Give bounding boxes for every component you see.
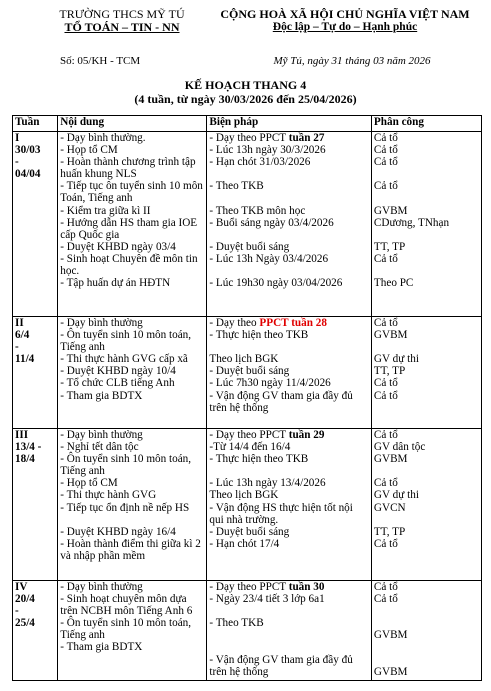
- table-header-row: [13, 116, 482, 132]
- plan-title: [0, 78, 491, 106]
- group-name-text: TỔ TOÁN – TIN - NN: [64, 20, 180, 34]
- week-content: [58, 429, 207, 581]
- week-content: [58, 581, 207, 681]
- content-item: - Duyệt KHBD ngày 16/4: [60, 525, 176, 538]
- spacer: [209, 192, 369, 204]
- table-row-week-2: [13, 317, 482, 429]
- content-item: - Sinh hoạt Chuyên đề môn tin học.: [60, 252, 198, 278]
- assign-item: GVBM: [373, 204, 408, 217]
- assign-item: Cả tổ: [373, 132, 398, 144]
- assign-item: Cả tổ: [373, 593, 398, 606]
- ppct-week: tuần 30: [288, 581, 325, 593]
- week-start: 20/4: [15, 593, 35, 606]
- assign-item: Cả tổ: [373, 429, 398, 441]
- school-name: TRƯỜNG THCS MỸ TÚ: [59, 7, 185, 21]
- week-dash: -: [15, 605, 19, 618]
- assign-item: TT, TP: [373, 525, 406, 538]
- week-label: [13, 581, 58, 681]
- measure-item: [209, 317, 369, 329]
- week-label: [13, 429, 58, 581]
- content-item: - Hoàn thành điểm thi giữa kì 2 và nhập phần mềm: [60, 537, 201, 562]
- spacer: [209, 341, 369, 353]
- content-item: - Tham gia BDTX: [60, 389, 143, 402]
- week-content: [58, 317, 207, 429]
- week-dash: -: [15, 341, 19, 354]
- assign-item: GVBM: [373, 665, 408, 678]
- week-measures: [207, 317, 372, 429]
- content-item: - Tiếp tục ôn tuyển sinh 10 môn Toán, Tiếng anh: [60, 180, 203, 205]
- measure-item: [209, 132, 369, 144]
- spacer: [60, 514, 204, 526]
- measure-item: Theo lịch BGK: [209, 353, 279, 366]
- content-item: - Ôn tuyển sinh 10 môn toán, Tiếng anh: [60, 329, 192, 354]
- content-item: - Tập huấn dự án HĐTN: [60, 277, 171, 290]
- week-measures: [207, 581, 372, 681]
- week-start: 13/4 -: [15, 441, 42, 454]
- week-number: II: [15, 317, 24, 329]
- week-assignment: [371, 429, 481, 581]
- week-number: I: [15, 132, 20, 144]
- measure-item: Theo lịch BGK: [209, 489, 279, 502]
- content-item: - Ôn tuyển sinh 10 môn toán, Tiếng anh: [60, 453, 192, 478]
- assign-item: TT, TP: [373, 365, 406, 378]
- measure-text: - Dạy theo PPCT: [209, 429, 289, 441]
- nation-header: [205, 8, 485, 34]
- nation-name: CỘNG HOÀ XÃ HỘI CHỦ NGHĨA VIỆT NAM: [220, 7, 470, 21]
- content-item: - Dạy bình thường: [60, 581, 143, 593]
- measure-text: - Dạy theo: [209, 317, 260, 329]
- spacer: [374, 192, 479, 204]
- week-number: IV: [15, 581, 28, 593]
- spacer: [374, 229, 479, 241]
- content-item: - Hướng dẫn HS tham gia IOE cấp Quốc gia: [60, 216, 198, 241]
- table-row-week-4: [13, 581, 482, 681]
- header-assignment: Phân công: [371, 116, 481, 132]
- measure-item: - Lúc 13h Ngày 03/4/2026: [209, 252, 329, 265]
- measure-item: - Theo TKB môn học: [209, 204, 306, 217]
- spacer: [374, 617, 479, 629]
- assign-item: GVBM: [373, 329, 408, 342]
- spacer: [209, 229, 369, 241]
- spacer: [374, 605, 479, 617]
- measure-item: - Buổi sáng ngày 03/4/2026: [209, 216, 334, 229]
- table-row-week-3: [13, 429, 482, 581]
- content-item: - Duyệt KHBD ngày 03/4: [60, 240, 176, 253]
- assign-item: GV dự thi: [373, 353, 419, 366]
- measure-item: - Vận động GV tham gia đầy đủ trên hệ thống: [209, 653, 353, 678]
- week-label: [13, 132, 58, 317]
- week-end: 11/4: [15, 353, 35, 366]
- content-item: - Thi thực hành GVG cấp xã: [60, 353, 188, 366]
- measure-item: - Vận động HS thực hiện tốt nội qui nhà trường.: [209, 501, 353, 526]
- measure-item: - Thực hiện theo TKB: [209, 453, 309, 466]
- week-label: [13, 317, 58, 429]
- ppct-week: tuần 27: [288, 132, 325, 144]
- week-measures: [207, 132, 372, 317]
- assign-item: Theo PC: [373, 277, 414, 290]
- table-row-week-1: [13, 132, 482, 317]
- week-end: 18/4: [15, 453, 35, 466]
- assign-item: GV dân tộc: [373, 441, 426, 454]
- header-content: Nội dung: [58, 116, 207, 132]
- assign-item: Cả tổ: [373, 477, 398, 490]
- content-item: - Dạy bình thường: [60, 429, 143, 441]
- assign-item: Cả tổ: [373, 389, 398, 402]
- content-item: - Hoàn thành chương trình tập huấn khung NLS: [60, 156, 196, 181]
- content-item: - Thi thực hành GVG: [60, 489, 157, 502]
- assign-item: Cả tổ: [373, 144, 398, 157]
- assign-item: GV dự thi: [373, 489, 419, 502]
- week-number: III: [15, 429, 29, 441]
- ppct-week: tuần 29: [288, 429, 325, 441]
- plan-title-main: KẾ HOẠCH THANG 4: [184, 78, 307, 92]
- measure-item: - Ngày 23/4 tiết 3 lớp 6a1: [209, 593, 325, 606]
- measure-item: - Vận động GV tham gia đầy đủ trên hệ thống: [209, 389, 353, 414]
- assign-item: GVCN: [373, 501, 406, 514]
- assign-item: Cả tổ: [373, 317, 398, 329]
- measure-item: - Hạn chót 31/03/2026: [209, 156, 311, 169]
- spacer: [209, 265, 369, 277]
- content-item: - Sinh hoạt chuyên môn dựa trên NCBH môn Tiếng Anh 6: [60, 593, 193, 618]
- assign-item: Cả tổ: [373, 537, 398, 550]
- content-item: - Họp tổ CM: [60, 477, 118, 490]
- measure-item: - Theo TKB: [209, 180, 264, 193]
- week-content: [58, 132, 207, 317]
- measure-item: - Duyệt buổi sáng: [209, 240, 290, 253]
- week-assignment: [371, 581, 481, 681]
- content-item: - Tiếp tục ổn định nề nếp HS: [60, 501, 190, 514]
- spacer: [374, 514, 479, 526]
- content-item: - Nghỉ tết dân tộc: [60, 441, 139, 454]
- week-assignment: [371, 132, 481, 317]
- measure-item: - Theo TKB: [209, 617, 264, 630]
- content-item: - Dạy bình thường.: [60, 132, 146, 144]
- spacer: [374, 265, 479, 277]
- spacer: [209, 641, 369, 653]
- spacer: [374, 341, 479, 353]
- spacer: [209, 605, 369, 617]
- week-start: 30/03: [15, 144, 41, 157]
- week-measures: [207, 429, 372, 581]
- assign-item: Cả tổ: [373, 252, 398, 265]
- content-item: - Tổ chức CLB tiếng Anh: [60, 377, 175, 390]
- assign-item: Cả tổ: [373, 377, 398, 390]
- header-week: Tuần: [13, 116, 58, 132]
- week-assignment: [371, 317, 481, 429]
- assign-item: CDương, TNhạn: [373, 216, 450, 229]
- assign-item: GVBM: [373, 629, 408, 642]
- assign-item: Cả tổ: [373, 581, 398, 593]
- plan-title-sub: (4 tuần, từ ngày 30/03/2026 đến 25/04/2026): [134, 92, 357, 106]
- assign-item: GVBM: [373, 453, 408, 466]
- spacer: [374, 168, 479, 180]
- content-item: - Duyệt KHBD ngày 10/4: [60, 365, 176, 378]
- measure-item: - Thực hiện theo TKB: [209, 329, 309, 342]
- measure-text: - Dạy theo PPCT: [209, 132, 289, 144]
- measure-item: - Duyệt buổi sáng: [209, 525, 290, 538]
- group-name: [22, 21, 222, 34]
- content-item: - Ôn tuyển sinh 10 môn toán, Tiếng anh: [60, 617, 192, 642]
- national-motto: Độc lập – Tự do – Hạnh phúc: [272, 21, 418, 33]
- document-number: Số: 05/KH - TCM: [60, 55, 141, 67]
- measure-item: - Lúc 13h ngày 13/4/2026: [209, 477, 326, 490]
- measure-text: - Dạy theo PPCT: [209, 581, 289, 593]
- week-end: 04/04: [15, 168, 41, 181]
- spacer: [209, 465, 369, 477]
- spacer: [209, 629, 369, 641]
- measure-item: -Từ 14/4 đến 16/4: [209, 441, 291, 454]
- header-measures: Biện pháp: [207, 116, 372, 132]
- content-item: - Tham gia BDTX: [60, 641, 143, 654]
- content-item: - Dạy bình thường: [60, 317, 143, 329]
- school-header: [22, 8, 222, 34]
- content-item: - Kiểm tra giữa kì II: [60, 204, 151, 217]
- plan-table: [12, 115, 482, 681]
- measure-item: - Duyệt buổi sáng: [209, 365, 290, 378]
- measure-item: [209, 429, 369, 441]
- measure-item: - Lúc 13h ngày 30/3/2026: [209, 144, 326, 157]
- ppct-week: PPCT tuần 28: [259, 317, 327, 329]
- week-end: 25/4: [15, 617, 35, 630]
- assign-item: Cả tổ: [373, 180, 398, 193]
- spacer: [209, 168, 369, 180]
- week-start: 6/4: [15, 329, 30, 342]
- place-date: Mỹ Tú, ngày 31 tháng 03 năm 2026: [273, 55, 431, 67]
- content-item: - Họp tổ CM: [60, 144, 118, 157]
- week-dash: -: [15, 156, 19, 169]
- assign-item: TT, TP: [373, 240, 406, 253]
- measure-item: - Lúc 7h30 ngày 11/4/2026: [209, 377, 331, 390]
- spacer: [374, 465, 479, 477]
- measure-item: - Hạn chót 17/4: [209, 537, 280, 550]
- spacer: [374, 654, 479, 666]
- assign-item: Cả tổ: [373, 156, 398, 169]
- measure-item: - Lúc 19h30 ngày 03/04/2026: [209, 277, 343, 290]
- measure-item: [209, 581, 369, 593]
- spacer: [374, 641, 479, 653]
